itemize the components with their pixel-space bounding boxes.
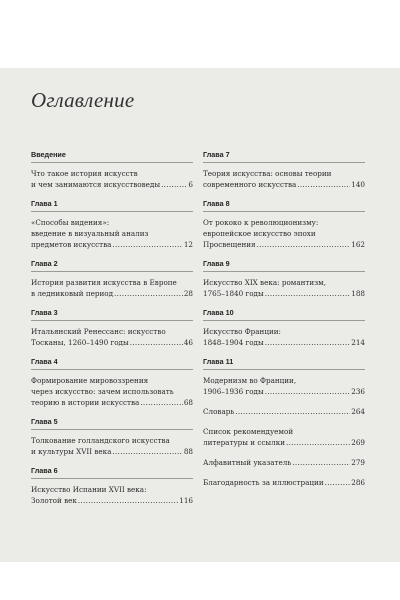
chapter-heading: Глава 9 (203, 259, 365, 272)
page-number: 6 (188, 180, 193, 189)
entry-last-line (31, 337, 193, 348)
toc-section (31, 150, 193, 190)
toc-column-left (31, 150, 193, 515)
leader-dots (112, 239, 182, 250)
entry-title-line: Формирование мировоззрения (31, 376, 149, 385)
entry-title-line: История развития искусства в Европе (31, 278, 177, 287)
toc-section (31, 466, 193, 506)
toc-entry[interactable] (31, 326, 193, 348)
chapter-heading: Введение (31, 150, 193, 163)
entry-title-line: введение в визуальный анализ (31, 229, 149, 238)
page-number: 162 (351, 240, 365, 249)
chapter-heading: Глава 10 (203, 308, 365, 321)
leader-dots (265, 337, 351, 348)
toc-entry[interactable] (31, 217, 193, 250)
chapter-heading: Глава 4 (31, 357, 193, 370)
leader-dots (78, 495, 178, 506)
leader-dots (161, 179, 187, 190)
leader-dots (257, 239, 351, 250)
toc-section (203, 150, 365, 190)
entry-title-line: Итальянский Ренессанс: искусство (31, 327, 166, 336)
leader-dots (297, 179, 350, 190)
leader-dots (286, 437, 350, 448)
leader-dots (265, 288, 351, 299)
entry-last-line (203, 277, 365, 288)
chapter-heading: Глава 6 (31, 466, 193, 479)
toc-section (31, 417, 193, 457)
entry-title-line: Тосканы, 1260–1490 годы (31, 338, 129, 347)
chapter-heading: Глава 1 (31, 199, 193, 212)
entry-title-line: Искусство Франции: (203, 327, 281, 336)
entry-title-line: Теория искусства: основы теории (203, 169, 332, 178)
toc-entry[interactable] (203, 288, 365, 299)
entry-title-line: Словарь (203, 407, 235, 416)
entry-title-line: Модернизм во Франции, (203, 376, 297, 385)
toc-section (31, 199, 193, 250)
leader-dots (325, 477, 351, 488)
page-title: Оглавление (31, 88, 135, 112)
toc-entry[interactable] (203, 168, 365, 190)
leader-dots (130, 337, 183, 348)
toc-column-right (203, 150, 365, 497)
entry-title-line: Золотой век (31, 496, 77, 505)
toc-section (31, 357, 193, 408)
page-number: 279 (351, 458, 365, 467)
entry-title-line: Толкование голландского искусства (31, 436, 170, 445)
entry-title-line: современного искусства (203, 180, 297, 189)
entry-title-line: 1765–1840 годы (203, 289, 264, 298)
chapter-heading: Глава 8 (203, 199, 365, 212)
chapter-heading: Глава 11 (203, 357, 365, 370)
toc-section (203, 259, 365, 299)
toc-entry[interactable] (31, 277, 193, 299)
page-number: 46 (183, 338, 193, 347)
page-number: 269 (351, 438, 365, 447)
page-number: 236 (351, 387, 365, 396)
entry-title-line: Благодарность за иллюстрации (203, 478, 324, 487)
entry-title-line: Список рекомендуемой (203, 427, 294, 436)
toc-section (31, 259, 193, 299)
entry-title-line: Искусство XIX века: романтизм, (203, 278, 326, 287)
leader-dots (235, 406, 350, 417)
entry-last-line (203, 239, 365, 250)
entry-last-line (203, 437, 365, 448)
toc-section (203, 406, 365, 417)
toc-entry[interactable] (203, 406, 365, 417)
entry-title-line: 1848–1904 годы (203, 338, 264, 347)
entry-title-line: европейское искусство эпохи (203, 229, 316, 238)
toc-entry[interactable] (203, 277, 365, 288)
toc-entry[interactable] (31, 375, 193, 408)
entry-last-line (203, 179, 365, 190)
entry-last-line (31, 239, 193, 250)
toc-entry[interactable] (203, 326, 365, 348)
toc-section (203, 357, 365, 397)
toc-entry[interactable] (31, 168, 193, 190)
chapter-heading: Глава 7 (203, 150, 365, 163)
entry-last-line (31, 179, 193, 190)
entry-title-line: теорию в истории искусства (31, 398, 140, 407)
entry-title-line: в ледниковый период (31, 289, 114, 298)
toc-section (203, 477, 365, 488)
entry-last-line (31, 495, 193, 506)
entry-title-line: и культуры XVII века (31, 447, 112, 456)
chapter-heading: Глава 5 (31, 417, 193, 430)
entry-last-line (31, 288, 193, 299)
entry-title-line: предметов искусства (31, 240, 112, 249)
toc-entry[interactable] (203, 217, 365, 250)
leader-dots (265, 386, 351, 397)
toc-section (203, 426, 365, 448)
entry-last-line (203, 386, 365, 397)
entry-last-line (31, 446, 193, 457)
page-number: 88 (183, 447, 193, 456)
entry-title-line: Что такое история искусств (31, 169, 138, 178)
toc-section (31, 308, 193, 348)
page-number: 116 (179, 496, 193, 505)
toc-entry[interactable] (203, 477, 365, 488)
entry-title-line: через искусство: зачем использовать (31, 387, 174, 396)
page-number: 12 (183, 240, 193, 249)
entry-last-line (203, 406, 365, 417)
toc-section (203, 308, 365, 348)
leader-dots (112, 446, 182, 457)
entry-title-line: 1906–1936 годы (203, 387, 264, 396)
entry-title-line: и чем занимаются искусствоведы (31, 180, 161, 189)
entry-last-line (203, 477, 365, 488)
toc-entry[interactable] (203, 375, 365, 397)
page-number: 68 (183, 398, 193, 407)
entry-title-line: Искусство Испании XVII века: (31, 485, 147, 494)
page-number: 28 (183, 289, 193, 298)
leader-dots (140, 397, 183, 408)
entry-title-line: «Способы видения»: (31, 218, 110, 227)
page-number: 188 (351, 289, 365, 298)
toc-section (203, 199, 365, 250)
entry-title-line: литературы и ссылки (203, 438, 285, 447)
toc-entry[interactable] (203, 457, 365, 468)
chapter-heading: Глава 2 (31, 259, 193, 272)
toc-entry[interactable] (31, 484, 193, 506)
toc-section (203, 457, 365, 468)
entry-last-line (31, 397, 193, 408)
entry-last-line (203, 288, 365, 299)
page-number: 264 (351, 407, 365, 416)
toc-entry[interactable] (31, 435, 193, 457)
toc-entry[interactable] (203, 426, 365, 448)
entry-last-line (203, 457, 365, 468)
leader-dots (114, 288, 183, 299)
page-number: 286 (351, 478, 365, 487)
page-number: 214 (351, 338, 365, 347)
toc-page (0, 68, 400, 562)
chapter-heading: Глава 3 (31, 308, 193, 321)
entry-last-line (203, 337, 365, 348)
entry-title-line: От рококо к революционизму: (203, 218, 319, 227)
page-number: 140 (351, 180, 365, 189)
entry-title-line: Просвещения (203, 240, 256, 249)
leader-dots (292, 457, 350, 468)
entry-title-line: Алфавитный указатель (203, 458, 292, 467)
